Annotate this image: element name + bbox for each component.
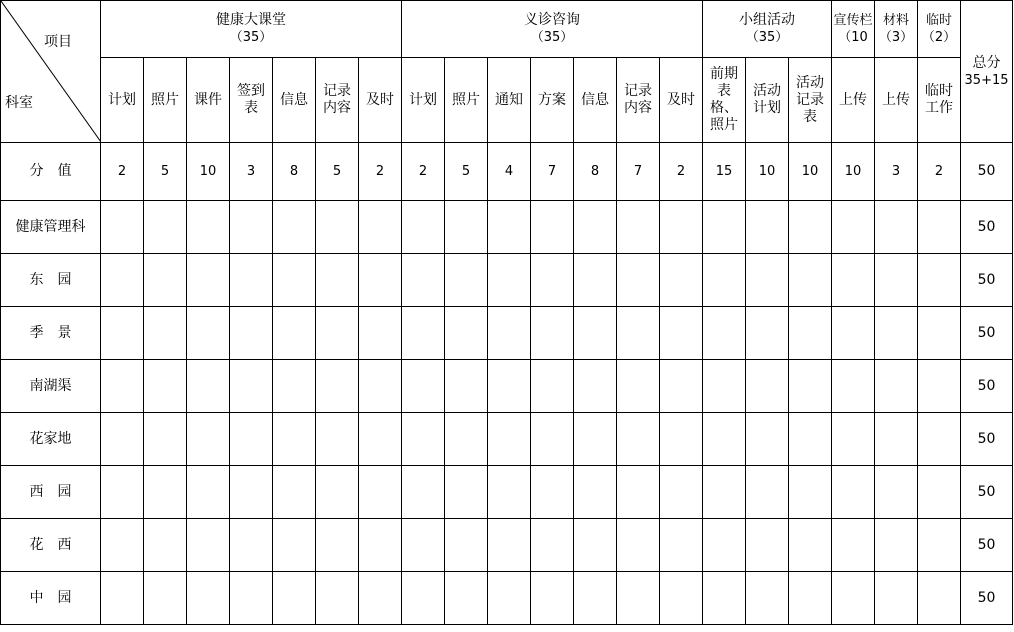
score-entry-cell[interactable] bbox=[875, 201, 918, 254]
score-entry-cell[interactable] bbox=[445, 519, 488, 572]
score-cell: 2 bbox=[101, 143, 144, 201]
department-total-cell: 50 bbox=[961, 519, 1013, 572]
score-entry-cell[interactable] bbox=[875, 466, 918, 519]
score-entry-cell[interactable] bbox=[918, 572, 961, 625]
score-entry-cell[interactable] bbox=[316, 413, 359, 466]
group-header-lecture bbox=[101, 1, 402, 58]
score-entry-cell[interactable] bbox=[316, 201, 359, 254]
group-header-materials bbox=[875, 1, 918, 58]
score-entry-cell[interactable] bbox=[101, 519, 144, 572]
score-entry-cell[interactable] bbox=[875, 360, 918, 413]
score-entry-cell[interactable] bbox=[746, 413, 789, 466]
score-entry-cell[interactable] bbox=[832, 307, 875, 360]
score-entry-cell[interactable] bbox=[531, 254, 574, 307]
score-entry-cell[interactable] bbox=[617, 572, 660, 625]
score-entry-cell[interactable] bbox=[144, 360, 187, 413]
score-entry-cell[interactable] bbox=[101, 572, 144, 625]
score-entry-cell[interactable] bbox=[918, 466, 961, 519]
subheader-cell: 记录内容 bbox=[617, 58, 660, 143]
score-entry-cell[interactable] bbox=[789, 519, 832, 572]
score-entry-cell[interactable] bbox=[273, 307, 316, 360]
score-entry-cell[interactable] bbox=[617, 466, 660, 519]
subheader-cell: 临时工作 bbox=[918, 58, 961, 143]
group-points: （2） bbox=[921, 30, 957, 45]
score-entry-cell[interactable] bbox=[101, 360, 144, 413]
score-cell: 5 bbox=[316, 143, 359, 201]
table-row bbox=[1, 201, 1013, 254]
score-entry-cell[interactable] bbox=[574, 413, 617, 466]
score-cell: 4 bbox=[488, 143, 531, 201]
group-title: 宣传栏 bbox=[833, 13, 873, 28]
score-entry-cell[interactable] bbox=[918, 307, 961, 360]
score-entry-cell[interactable] bbox=[832, 466, 875, 519]
score-entry-cell[interactable] bbox=[531, 201, 574, 254]
department-name-cell: 西 园 bbox=[1, 466, 101, 519]
score-total-cell: 50 bbox=[961, 143, 1013, 201]
score-entry-cell[interactable] bbox=[918, 519, 961, 572]
score-entry-cell[interactable] bbox=[617, 254, 660, 307]
table-row bbox=[1, 466, 1013, 519]
score-entry-cell[interactable] bbox=[488, 307, 531, 360]
department-name-cell: 中 园 bbox=[1, 572, 101, 625]
group-header-bulletin bbox=[832, 1, 875, 58]
department-total-cell: 50 bbox=[961, 360, 1013, 413]
score-entry-cell[interactable] bbox=[187, 466, 230, 519]
subheader-cell: 及时 bbox=[359, 58, 402, 143]
score-entry-cell[interactable] bbox=[617, 201, 660, 254]
score-entry-cell[interactable] bbox=[445, 254, 488, 307]
score-entry-cell[interactable] bbox=[230, 572, 273, 625]
score-entry-cell[interactable] bbox=[617, 519, 660, 572]
subheader-cell: 活动计划 bbox=[746, 58, 789, 143]
score-entry-cell[interactable] bbox=[789, 413, 832, 466]
score-row-label: 分 值 bbox=[1, 143, 101, 201]
score-entry-cell[interactable] bbox=[230, 254, 273, 307]
score-entry-cell[interactable] bbox=[273, 519, 316, 572]
subheader-cell: 信息 bbox=[574, 58, 617, 143]
score-entry-cell[interactable] bbox=[488, 413, 531, 466]
score-entry-cell[interactable] bbox=[488, 254, 531, 307]
score-entry-cell[interactable] bbox=[531, 307, 574, 360]
score-entry-cell[interactable] bbox=[918, 254, 961, 307]
score-entry-cell[interactable] bbox=[918, 413, 961, 466]
score-entry-cell[interactable] bbox=[832, 201, 875, 254]
department-name-cell: 季 景 bbox=[1, 307, 101, 360]
score-entry-cell[interactable] bbox=[746, 201, 789, 254]
score-cell: 10 bbox=[746, 143, 789, 201]
score-entry-cell[interactable] bbox=[445, 201, 488, 254]
total-title: 总分 bbox=[972, 54, 1001, 71]
score-entry-cell[interactable] bbox=[144, 307, 187, 360]
score-entry-cell[interactable] bbox=[187, 201, 230, 254]
score-entry-cell[interactable] bbox=[531, 572, 574, 625]
score-entry-cell[interactable] bbox=[359, 201, 402, 254]
score-entry-cell[interactable] bbox=[789, 466, 832, 519]
score-entry-cell[interactable] bbox=[187, 307, 230, 360]
score-entry-cell[interactable] bbox=[187, 572, 230, 625]
score-cell: 10 bbox=[789, 143, 832, 201]
score-entry-cell[interactable] bbox=[789, 254, 832, 307]
score-entry-cell[interactable] bbox=[359, 572, 402, 625]
score-entry-cell[interactable] bbox=[316, 466, 359, 519]
department-total-cell: 50 bbox=[961, 254, 1013, 307]
score-cell: 2 bbox=[918, 143, 961, 201]
score-entry-cell[interactable] bbox=[660, 201, 703, 254]
group-title: 临时 bbox=[926, 13, 953, 28]
score-entry-cell[interactable] bbox=[445, 307, 488, 360]
score-entry-cell[interactable] bbox=[574, 572, 617, 625]
score-entry-cell[interactable] bbox=[316, 254, 359, 307]
score-entry-cell[interactable] bbox=[660, 466, 703, 519]
department-total-cell: 50 bbox=[961, 307, 1013, 360]
score-entry-cell[interactable] bbox=[230, 519, 273, 572]
score-entry-cell[interactable] bbox=[832, 519, 875, 572]
score-row bbox=[1, 143, 1013, 201]
score-entry-cell[interactable] bbox=[531, 519, 574, 572]
score-entry-cell[interactable] bbox=[402, 201, 445, 254]
score-entry-cell[interactable] bbox=[703, 360, 746, 413]
group-points: （35） bbox=[229, 30, 273, 45]
table-row bbox=[1, 254, 1013, 307]
score-entry-cell[interactable] bbox=[230, 201, 273, 254]
score-entry-cell[interactable] bbox=[316, 307, 359, 360]
score-entry-cell[interactable] bbox=[230, 413, 273, 466]
score-entry-cell[interactable] bbox=[703, 572, 746, 625]
score-entry-cell[interactable] bbox=[488, 201, 531, 254]
group-header-clinic bbox=[402, 1, 703, 58]
department-total-cell: 50 bbox=[961, 572, 1013, 625]
subheader-cell: 信息 bbox=[273, 58, 316, 143]
corner-label-items: 项目 bbox=[44, 34, 72, 50]
group-title: 健康大课堂 bbox=[216, 12, 286, 28]
score-entry-cell[interactable] bbox=[273, 413, 316, 466]
score-entry-cell[interactable] bbox=[187, 360, 230, 413]
score-entry-cell[interactable] bbox=[875, 307, 918, 360]
score-entry-cell[interactable] bbox=[187, 254, 230, 307]
score-entry-cell[interactable] bbox=[144, 254, 187, 307]
score-entry-cell[interactable] bbox=[230, 360, 273, 413]
score-cell: 3 bbox=[230, 143, 273, 201]
score-entry-cell[interactable] bbox=[101, 413, 144, 466]
score-entry-cell[interactable] bbox=[617, 413, 660, 466]
score-entry-cell[interactable] bbox=[316, 572, 359, 625]
score-entry-cell[interactable] bbox=[531, 466, 574, 519]
score-entry-cell[interactable] bbox=[144, 519, 187, 572]
score-entry-cell[interactable] bbox=[574, 201, 617, 254]
score-entry-cell[interactable] bbox=[531, 360, 574, 413]
subheader-cell: 计划 bbox=[101, 58, 144, 143]
score-cell: 7 bbox=[617, 143, 660, 201]
score-entry-cell[interactable] bbox=[875, 413, 918, 466]
subheader-cell: 照片 bbox=[144, 58, 187, 143]
score-cell: 2 bbox=[359, 143, 402, 201]
score-entry-cell[interactable] bbox=[832, 360, 875, 413]
score-cell: 8 bbox=[273, 143, 316, 201]
score-entry-cell[interactable] bbox=[531, 413, 574, 466]
score-entry-cell[interactable] bbox=[445, 360, 488, 413]
score-entry-cell[interactable] bbox=[230, 466, 273, 519]
score-entry-cell[interactable] bbox=[832, 254, 875, 307]
score-cell: 7 bbox=[531, 143, 574, 201]
score-entry-cell[interactable] bbox=[703, 307, 746, 360]
subheader-cell: 通知 bbox=[488, 58, 531, 143]
score-cell: 8 bbox=[574, 143, 617, 201]
score-entry-cell[interactable] bbox=[875, 572, 918, 625]
subheader-cell: 方案 bbox=[531, 58, 574, 143]
score-entry-cell[interactable] bbox=[918, 201, 961, 254]
score-entry-cell[interactable] bbox=[746, 360, 789, 413]
score-entry-cell[interactable] bbox=[402, 572, 445, 625]
score-entry-cell[interactable] bbox=[359, 254, 402, 307]
subheader-cell: 课件 bbox=[187, 58, 230, 143]
score-cell: 2 bbox=[402, 143, 445, 201]
department-name-cell: 东 园 bbox=[1, 254, 101, 307]
table-row bbox=[1, 413, 1013, 466]
score-entry-cell[interactable] bbox=[316, 360, 359, 413]
corner-header-cell bbox=[1, 1, 101, 143]
score-entry-cell[interactable] bbox=[703, 466, 746, 519]
score-entry-cell[interactable] bbox=[660, 519, 703, 572]
score-entry-cell[interactable] bbox=[746, 519, 789, 572]
score-entry-cell[interactable] bbox=[918, 360, 961, 413]
score-entry-cell[interactable] bbox=[359, 360, 402, 413]
total-formula: 35+15 bbox=[964, 72, 1009, 88]
score-entry-cell[interactable] bbox=[703, 413, 746, 466]
score-entry-cell[interactable] bbox=[359, 413, 402, 466]
score-entry-cell[interactable] bbox=[273, 254, 316, 307]
score-entry-cell[interactable] bbox=[660, 572, 703, 625]
score-entry-cell[interactable] bbox=[230, 307, 273, 360]
department-total-cell: 50 bbox=[961, 201, 1013, 254]
score-entry-cell[interactable] bbox=[445, 572, 488, 625]
department-name-cell: 健康管理科 bbox=[1, 201, 101, 254]
group-points: （10 bbox=[838, 30, 868, 45]
score-entry-cell[interactable] bbox=[488, 572, 531, 625]
score-entry-cell[interactable] bbox=[875, 254, 918, 307]
score-entry-cell[interactable] bbox=[187, 519, 230, 572]
score-entry-cell[interactable] bbox=[789, 360, 832, 413]
score-entry-cell[interactable] bbox=[746, 307, 789, 360]
score-entry-cell[interactable] bbox=[574, 519, 617, 572]
group-header-temporary bbox=[918, 1, 961, 58]
score-cell: 10 bbox=[187, 143, 230, 201]
score-entry-cell[interactable] bbox=[445, 466, 488, 519]
subheader-cell: 上传 bbox=[875, 58, 918, 143]
score-cell: 3 bbox=[875, 143, 918, 201]
score-entry-cell[interactable] bbox=[703, 201, 746, 254]
group-points: （35） bbox=[745, 30, 789, 45]
score-entry-cell[interactable] bbox=[445, 413, 488, 466]
subheader-cell: 照片 bbox=[445, 58, 488, 143]
score-entry-cell[interactable] bbox=[402, 466, 445, 519]
score-entry-cell[interactable] bbox=[144, 466, 187, 519]
score-entry-cell[interactable] bbox=[273, 466, 316, 519]
subheader-cell: 签到表 bbox=[230, 58, 273, 143]
score-entry-cell[interactable] bbox=[144, 413, 187, 466]
score-entry-cell[interactable] bbox=[488, 360, 531, 413]
score-entry-cell[interactable] bbox=[660, 307, 703, 360]
score-entry-cell[interactable] bbox=[660, 360, 703, 413]
score-entry-cell[interactable] bbox=[746, 466, 789, 519]
subheader-cell: 前期表格、照片 bbox=[703, 58, 746, 143]
score-entry-cell[interactable] bbox=[359, 519, 402, 572]
score-entry-cell[interactable] bbox=[746, 572, 789, 625]
score-entry-cell[interactable] bbox=[101, 307, 144, 360]
table-row bbox=[1, 572, 1013, 625]
department-total-cell: 50 bbox=[961, 413, 1013, 466]
table-row bbox=[1, 360, 1013, 413]
score-entry-cell[interactable] bbox=[187, 413, 230, 466]
group-points: （35） bbox=[530, 30, 574, 45]
group-points: （3） bbox=[878, 30, 914, 45]
department-name-cell: 南湖渠 bbox=[1, 360, 101, 413]
score-entry-cell[interactable] bbox=[402, 307, 445, 360]
subheader-cell: 计划 bbox=[402, 58, 445, 143]
score-entry-cell[interactable] bbox=[316, 519, 359, 572]
score-entry-cell[interactable] bbox=[574, 360, 617, 413]
score-entry-cell[interactable] bbox=[832, 413, 875, 466]
score-entry-cell[interactable] bbox=[273, 572, 316, 625]
score-entry-cell[interactable] bbox=[359, 466, 402, 519]
score-entry-cell[interactable] bbox=[574, 254, 617, 307]
score-entry-cell[interactable] bbox=[101, 201, 144, 254]
score-entry-cell[interactable] bbox=[101, 466, 144, 519]
group-title: 小组活动 bbox=[739, 12, 796, 28]
score-entry-cell[interactable] bbox=[789, 307, 832, 360]
subheader-cell: 及时 bbox=[660, 58, 703, 143]
score-entry-cell[interactable] bbox=[746, 254, 789, 307]
score-cell: 5 bbox=[445, 143, 488, 201]
group-title: 义诊咨询 bbox=[524, 12, 581, 28]
score-cell: 10 bbox=[832, 143, 875, 201]
score-entry-cell[interactable] bbox=[660, 254, 703, 307]
department-name-cell: 花 西 bbox=[1, 519, 101, 572]
score-entry-cell[interactable] bbox=[402, 413, 445, 466]
score-entry-cell[interactable] bbox=[617, 307, 660, 360]
score-entry-cell[interactable] bbox=[273, 201, 316, 254]
subheader-cell: 上传 bbox=[832, 58, 875, 143]
score-entry-cell[interactable] bbox=[789, 201, 832, 254]
corner-label-departments: 科室 bbox=[5, 95, 33, 111]
group-header-group-activity bbox=[703, 1, 832, 58]
score-entry-cell[interactable] bbox=[402, 519, 445, 572]
department-total-cell: 50 bbox=[961, 466, 1013, 519]
score-entry-cell[interactable] bbox=[660, 413, 703, 466]
score-cell: 5 bbox=[144, 143, 187, 201]
subheader-row bbox=[1, 58, 1013, 143]
score-entry-cell[interactable] bbox=[617, 360, 660, 413]
total-header bbox=[961, 1, 1013, 143]
score-entry-cell[interactable] bbox=[875, 519, 918, 572]
score-entry-cell[interactable] bbox=[359, 307, 402, 360]
table-row bbox=[1, 307, 1013, 360]
score-entry-cell[interactable] bbox=[101, 254, 144, 307]
score-entry-cell[interactable] bbox=[488, 519, 531, 572]
score-entry-cell[interactable] bbox=[402, 254, 445, 307]
score-entry-cell[interactable] bbox=[144, 572, 187, 625]
table-row bbox=[1, 519, 1013, 572]
subheader-cell: 记录内容 bbox=[316, 58, 359, 143]
score-cell: 15 bbox=[703, 143, 746, 201]
score-entry-cell[interactable] bbox=[703, 254, 746, 307]
score-entry-cell[interactable] bbox=[402, 360, 445, 413]
department-name-cell: 花家地 bbox=[1, 413, 101, 466]
score-entry-cell[interactable] bbox=[832, 572, 875, 625]
score-entry-cell[interactable] bbox=[574, 466, 617, 519]
group-title: 材料 bbox=[883, 13, 910, 28]
score-entry-cell[interactable] bbox=[488, 466, 531, 519]
score-entry-cell[interactable] bbox=[273, 360, 316, 413]
score-cell: 2 bbox=[660, 143, 703, 201]
department-rows bbox=[1, 201, 1013, 625]
score-entry-cell[interactable] bbox=[703, 519, 746, 572]
subheader-cell: 活动记录表 bbox=[789, 58, 832, 143]
score-entry-cell[interactable] bbox=[574, 307, 617, 360]
score-entry-cell[interactable] bbox=[144, 201, 187, 254]
score-entry-cell[interactable] bbox=[789, 572, 832, 625]
diagonal-divider bbox=[1, 1, 101, 142]
